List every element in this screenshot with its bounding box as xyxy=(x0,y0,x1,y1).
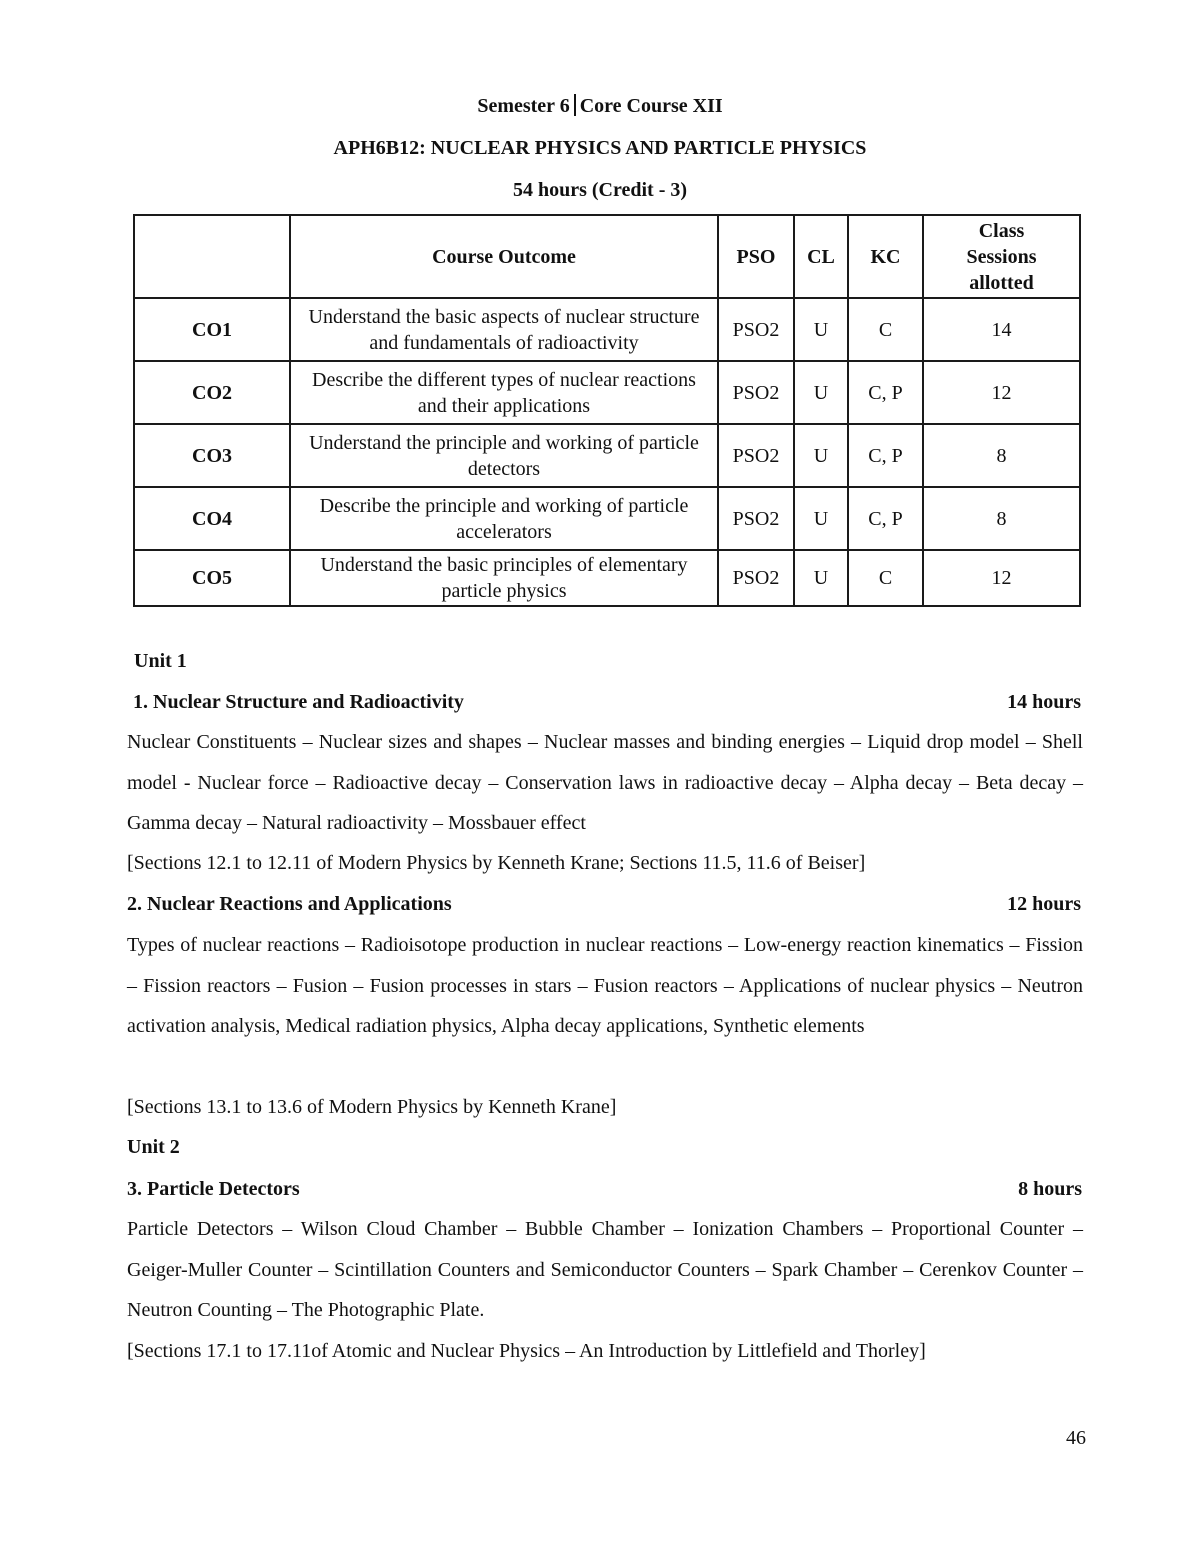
kc-cell: C xyxy=(848,298,923,361)
cl-cell: U xyxy=(794,298,848,361)
topic-1-hours: 14 hours xyxy=(1007,691,1081,713)
pso-cell: PSO2 xyxy=(718,298,794,361)
table-row xyxy=(134,487,1080,550)
course-title: APH6B12: NUCLEAR PHYSICS AND PARTICLE PHYSICS xyxy=(333,137,867,159)
topic-1-title: 1. Nuclear Structure and Radioactivity xyxy=(133,691,464,713)
kc-cell: C, P xyxy=(848,424,923,487)
kc-cell: C xyxy=(848,550,923,606)
table-header-row xyxy=(134,215,1080,298)
table-row xyxy=(134,298,1080,361)
outcome-text: Understand the basic principles of elementary particle physics xyxy=(290,550,718,606)
hours-credit: 54 hours (Credit - 3) xyxy=(512,179,688,201)
sessions-cell: 12 xyxy=(923,361,1080,424)
outcome-text: Understand the basic aspects of nuclear structure and fundamentals of radioactivity xyxy=(290,298,718,361)
cl-cell: U xyxy=(794,487,848,550)
header-cell: PSO xyxy=(718,215,794,298)
table-row xyxy=(134,424,1080,487)
topic-1-content: Nuclear Constituents – Nuclear sizes and shapes – Nuclear masses and binding energies – Liquid drop model – Shell model - Nuclear force – Radioactive decay – Conservation laws in radioactive decay – Alpha decay – Beta decay – Gamma decay – Natural radioactivity – Mossbauer effect xyxy=(127,731,1083,834)
sessions-cell: 14 xyxy=(923,298,1080,361)
pso-cell: PSO2 xyxy=(718,361,794,424)
pso-cell: PSO2 xyxy=(718,487,794,550)
topic-1-heading xyxy=(133,691,1081,714)
outcome-id: CO1 xyxy=(134,298,290,361)
topic-2-hours: 12 hours xyxy=(1007,893,1081,915)
outcome-id: CO4 xyxy=(134,487,290,550)
course-outcomes-table xyxy=(133,214,1081,607)
header-cell: Class Sessions allotted xyxy=(923,215,1080,298)
topic-2-heading xyxy=(127,893,1081,916)
kc-cell: C, P xyxy=(848,361,923,424)
topic-2-title: 2. Nuclear Reactions and Applications xyxy=(127,893,452,915)
semester-label: Semester 6 xyxy=(477,95,570,117)
unit-2-label: Unit 2 xyxy=(127,1136,180,1158)
sessions-cell: 8 xyxy=(923,424,1080,487)
cl-cell: U xyxy=(794,424,848,487)
course-type: Core Course XII xyxy=(579,95,723,117)
topic-3-reference: [Sections 17.1 to 17.11of Atomic and Nuclear Physics – An Introduction by Littlefield and Thorley] xyxy=(127,1340,926,1362)
header-cell: CL xyxy=(794,215,848,298)
header-cell: Course Outcome xyxy=(290,215,718,298)
page-number: 46 xyxy=(1066,1427,1086,1449)
cl-cell: U xyxy=(794,361,848,424)
cl-cell: U xyxy=(794,550,848,606)
outcome-text: Understand the principle and working of particle detectors xyxy=(290,424,718,487)
table-row xyxy=(134,361,1080,424)
topic-2-content: Types of nuclear reactions – Radioisotope production in nuclear reactions – Low-energy reaction kinematics – Fission – Fission reactors – Fusion – Fusion processes in stars – Fusion reactors – Applications of nuclear physics – Neutron activation analysis, Medical radiation physics, Alpha decay applications, Synthetic elements xyxy=(127,934,1083,1037)
pso-cell: PSO2 xyxy=(718,424,794,487)
header-cell xyxy=(134,215,290,298)
heading-separator xyxy=(574,94,576,116)
sessions-cell: 8 xyxy=(923,487,1080,550)
topic-2-reference: [Sections 13.1 to 13.6 of Modern Physics by Kenneth Krane] xyxy=(127,1096,617,1118)
outcome-id: CO2 xyxy=(134,361,290,424)
topic-3-heading xyxy=(127,1178,1082,1201)
semester-heading xyxy=(0,94,1200,118)
topic-3-hours: 8 hours xyxy=(1018,1178,1082,1200)
kc-cell: C, P xyxy=(848,487,923,550)
outcome-id: CO5 xyxy=(134,550,290,606)
outcome-text: Describe the principle and working of particle accelerators xyxy=(290,487,718,550)
table-row xyxy=(134,550,1080,606)
topic-3-title: 3. Particle Detectors xyxy=(127,1178,300,1200)
header-cell: KC xyxy=(848,215,923,298)
unit-1-label: Unit 1 xyxy=(134,650,187,672)
sessions-cell: 12 xyxy=(923,550,1080,606)
topic-3-content: Particle Detectors – Wilson Cloud Chamber – Bubble Chamber – Ionization Chambers – Proportional Counter – Geiger-Muller Counter – Scintillation Counters and Semiconductor Counters – Spark Chamber – Cerenkov Counter – Neutron Counting – The Photographic Plate. xyxy=(127,1218,1083,1321)
topic-1-reference: [Sections 12.1 to 12.11 of Modern Physics by Kenneth Krane; Sections 11.5, 11.6 of Beiser] xyxy=(127,852,866,874)
pso-cell: PSO2 xyxy=(718,550,794,606)
outcome-id: CO3 xyxy=(134,424,290,487)
outcome-text: Describe the different types of nuclear reactions and their applications xyxy=(290,361,718,424)
